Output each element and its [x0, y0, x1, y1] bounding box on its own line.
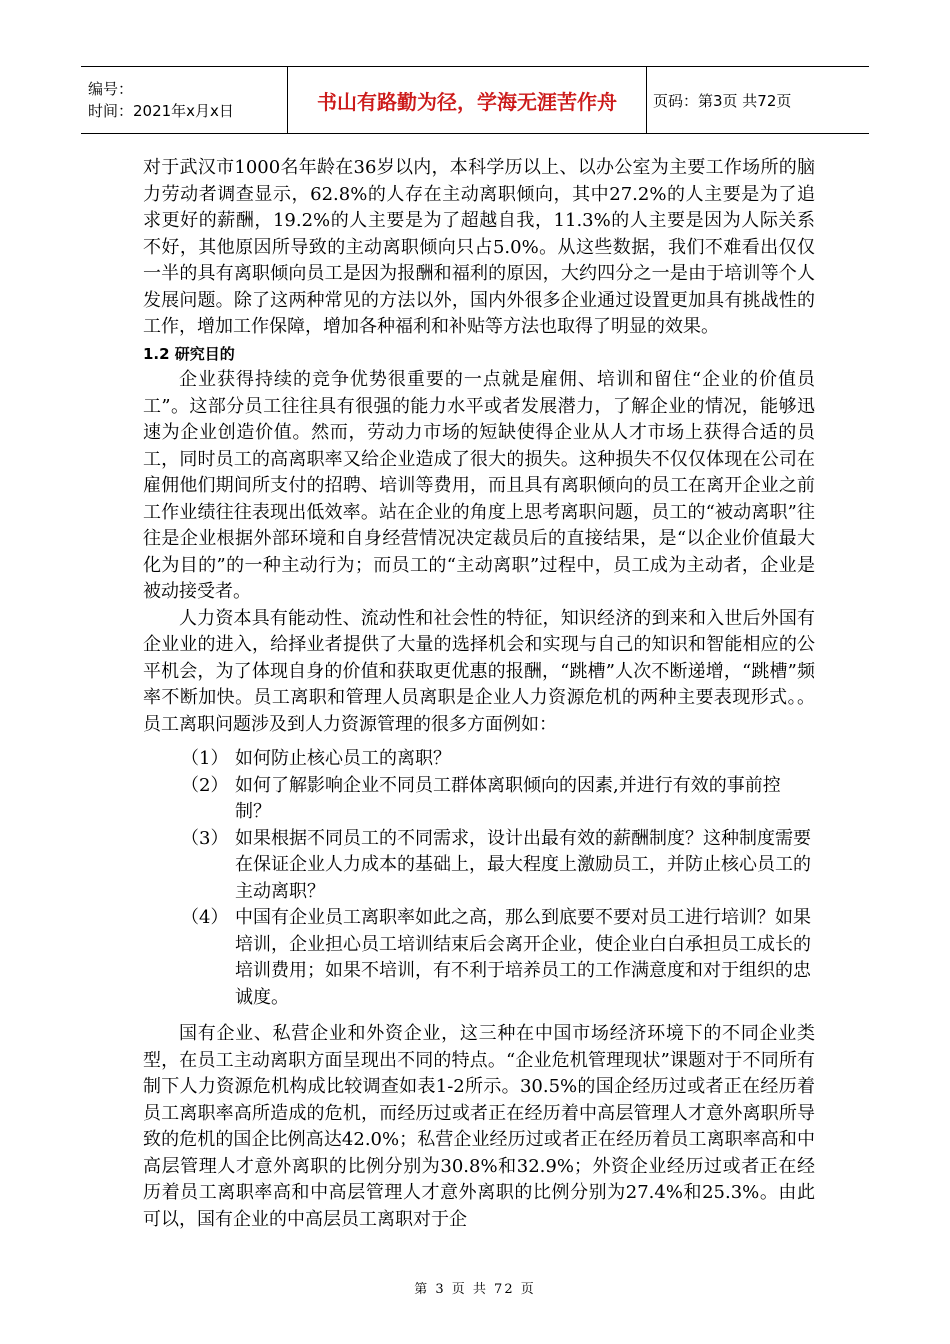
number-label: 编号： — [88, 80, 134, 98]
paragraph-3: 人力资本具有能动性、流动性和社会性的特征，知识经济的到来和入世后外国有企业业的进入，给择业者提供了大量的选择机会和实现与自己的知识和智能相应的公平机会，为了体现自身的价值和获取更优惠的报酬，“跳槽”人次不断递增，“跳槽”频率不断加快。员工离职和管理人员离职是企业人力资源危机的两种主要表现形式。。员工离职问题涉及到人力资源管理的很多方面例如： — [143, 607, 815, 735]
question-list — [143, 746, 815, 1011]
list-item — [143, 905, 815, 1011]
spacer — [143, 1011, 815, 1021]
list-item-number: （2） — [181, 774, 229, 796]
list-item-text: 如果根据不同员工的不同需求，设计出最有效的薪酬制度？这种制度需要在保证企业人力成本的基础上，最大程度上激励员工，并防止核心员工的主动离职？ — [235, 827, 811, 902]
paragraph-4: 国有企业、私营企业和外资企业，这三种在中国市场经济环境下的不同企业类型，在员工主动离职方面呈现出不同的特点。“企业危机管理现状”课题对于不同所有制下人力资源危机构成比较调查如表1-2所示。30.5%的国企经历过或者正在经历着员工离职率高所造成的危机，而经历过或者正在经历着中高层管理人才意外离职所导致的危机的国企比例高达42.0%；私营企业经历过或者正在经历着员工离职率高和中高层管理人才意外离职的比例分别为30.8%和32.9%；外资企业经历过或者正在经历着员工离职率高和中高层管理人才意外离职的比例分别为27.4%和25.3%。由此可以，国有企业的中高层员工离职对于企 — [143, 1023, 815, 1230]
list-item — [143, 826, 815, 906]
page-header — [81, 66, 869, 134]
section-heading: 1.2 研究目的 — [143, 344, 235, 363]
paragraph-2: 企业获得持续的竞争优势很重要的一点就是雇佣、培训和留住“企业的价值员工”。这部分员工往往具有很强的能力水平或者发展潜力，了解企业的情况，能够迅速为企业创造价值。然而，劳动力市场的短缺使得企业从人才市场上获得合适的员工，同时员工的高离职率又给企业造成了很大的损失。这种损失不仅仅体现在公司在雇佣他们期间所支付的招聘、培训等费用，而且具有离职倾向的员工在离开企业之前工作业绩往往表现出低效率。站在企业的角度上思考离职问题，员工的“被动离职”往往是企业根据外部环境和自身经营情况决定裁员后的直接结果，是“以企业价值最大化为目的”的一种主动行为；而员工的“主动离职”过程中，员工成为主动者，企业是被动接受者。 — [143, 369, 815, 602]
header-motto: 书山有路勤为径，学海无涯苦作舟 — [288, 67, 647, 134]
header-page-info: 页码：第3页 共72页 — [647, 67, 870, 134]
list-item-text: 中国有企业员工离职率如此之高，那么到底要不要对员工进行培训？如果培训，企业担心员工培训结束后会离开企业，使企业白白承担员工成长的培训费用；如果不培训，有不利于培养员工的工作满意度和对于组织的忠诚度。 — [235, 907, 811, 1008]
document-body — [143, 155, 815, 1233]
page-footer: 第 3 页 共 72 页 — [414, 1282, 536, 1297]
list-item-number: （3） — [181, 827, 229, 849]
list-item-text: 如何了解影响企业不同员工群体离职倾向的因素,并进行有效的事前控制？ — [235, 774, 781, 822]
list-item — [143, 773, 815, 826]
list-item — [143, 746, 815, 773]
time-label: 时间：2021年x月x日 — [88, 102, 234, 120]
paragraph-1: 对于武汉市1000名年龄在36岁以内，本科学历以上、以办公室为主要工作场所的脑力劳动者调查显示，62.8%的人存在主动离职倾向，其中27.2%的人主要是为了追求更好的薪酬，19.2%的人主要是为了超越自我，11.3%的人主要是因为人际关系不好，其他原因所导致的主动离职倾向只占5.0%。从这些数据，我们不难看出仅仅一半的具有离职倾向员工是因为报酬和福利的原因，大约四分之一是由于培训等个人发展问题。除了这两种常见的方法以外，国内外很多企业通过设置更加具有挑战性的工作，增加工作保障，增加各种福利和补贴等方法也取得了明显的效果。 — [143, 157, 815, 337]
list-item-number: （4） — [181, 907, 229, 928]
header-meta — [81, 67, 288, 134]
list-item-text: 如何防止核心员工的离职？ — [235, 748, 451, 769]
list-item-number: （1） — [181, 748, 229, 769]
